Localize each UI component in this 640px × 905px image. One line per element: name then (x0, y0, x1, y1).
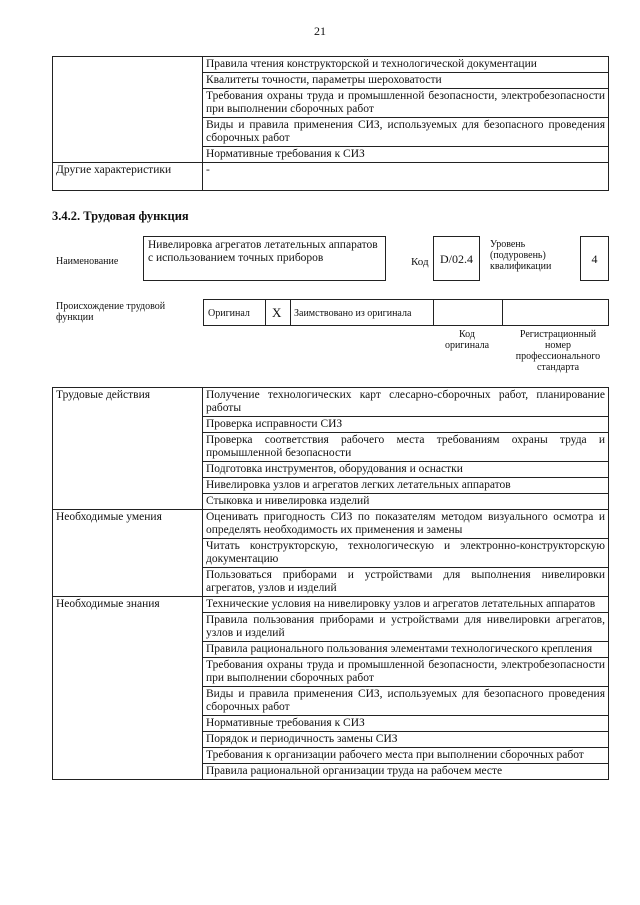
table-cell: Квалитеты точности, параметры шероховатости (203, 73, 609, 89)
empty-label-cell (53, 57, 203, 163)
page-number: 21 (314, 24, 326, 38)
table-row (53, 510, 609, 539)
original-mark: X (272, 305, 282, 320)
table-row (53, 388, 609, 417)
group-label-knowledge: Необходимые знания (53, 597, 203, 780)
reg-number-caption: Регистрационный номер профессионального стандарта (515, 329, 601, 373)
other-characteristics-label: Другие характеристики (53, 163, 203, 191)
table-row (53, 57, 609, 73)
table-row (53, 163, 609, 191)
table-cell: Виды и правила применения СИЗ, используемых для безопасного проведения сборочных работ (203, 118, 609, 147)
table-cell: Оценивать пригодность СИЗ по показателям методом визуального осмотра и определять необходимость их применения и замены (203, 510, 609, 539)
other-characteristics-value: - (203, 163, 609, 191)
table-cell: Проверка исправности СИЗ (203, 417, 609, 433)
origin-label: Происхождение трудовой функции (56, 301, 166, 323)
table-cell: Правила пользования приборами и устройствами для нивелировки агрегатов, узлов и изделий (203, 613, 609, 642)
borrowed-label: Заимствовано из оригинала (294, 308, 412, 319)
table-cell: Виды и правила применения СИЗ, используемых для безопасного проведения сборочных работ (203, 687, 609, 716)
table-cell: Порядок и периодичность замены СИЗ (203, 732, 609, 748)
table-cell: Подготовка инструментов, оборудования и оснастки (203, 462, 609, 478)
table-cell: Технические условия на нивелировку узлов и агрегатов летательных аппаратов (203, 597, 609, 613)
section-heading: 3.4.2. Трудовая функция (52, 209, 189, 223)
table-cell: Правила чтения конструкторской и технологической документации (203, 57, 609, 73)
name-label: Наименование (56, 256, 119, 267)
top-table (52, 56, 609, 191)
table-cell: Пользоваться приборами и устройствами для выполнения нивелировки агрегатов, узлов и изделий (203, 568, 609, 597)
table-cell: Требования охраны труда и промышленной безопасности, электробезопасности при выполнении сборочных работ (203, 89, 609, 118)
table-row (53, 597, 609, 613)
code-value: D/02.4 (433, 236, 480, 281)
labor-function-table (52, 387, 609, 780)
group-label-skills: Необходимые умения (53, 510, 203, 597)
table-cell: Требования охраны труда и промышленной безопасности, электробезопасности при выполнении сборочных работ (203, 658, 609, 687)
table-cell: Требования к организации рабочего места при выполнении сборочных работ (203, 748, 609, 764)
table-cell: Нормативные требования к СИЗ (203, 147, 609, 163)
group-label-actions: Трудовые действия (53, 388, 203, 510)
table-cell: Нивелировка узлов и агрегатов легких летательных аппаратов (203, 478, 609, 494)
table-cell: Нормативные требования к СИЗ (203, 716, 609, 732)
table-cell: Проверка соответствия рабочего места требованиям охраны труда и промышленной безопасности (203, 433, 609, 462)
level-label: Уровень (подуровень) квалификации (490, 239, 552, 272)
code-original-caption: Код оригинала (444, 329, 490, 351)
table-cell: Читать конструкторскую, технологическую и электронно-конструкторскую документацию (203, 539, 609, 568)
table-cell: Правила рациональной организации труда на рабочем месте (203, 764, 609, 780)
original-label: Оригинал (208, 308, 250, 319)
code-label: Код (411, 256, 429, 268)
table-cell: Стыковка и нивелировка изделий (203, 494, 609, 510)
table-cell: Получение технологических карт слесарно-сборочных работ, планирование работы (203, 388, 609, 417)
name-value: Нивелировка агрегатов летательных аппаратов с использованием точных приборов (143, 236, 386, 281)
table-cell: Правила рационального пользования элементами технологического крепления (203, 642, 609, 658)
level-value: 4 (580, 236, 609, 281)
